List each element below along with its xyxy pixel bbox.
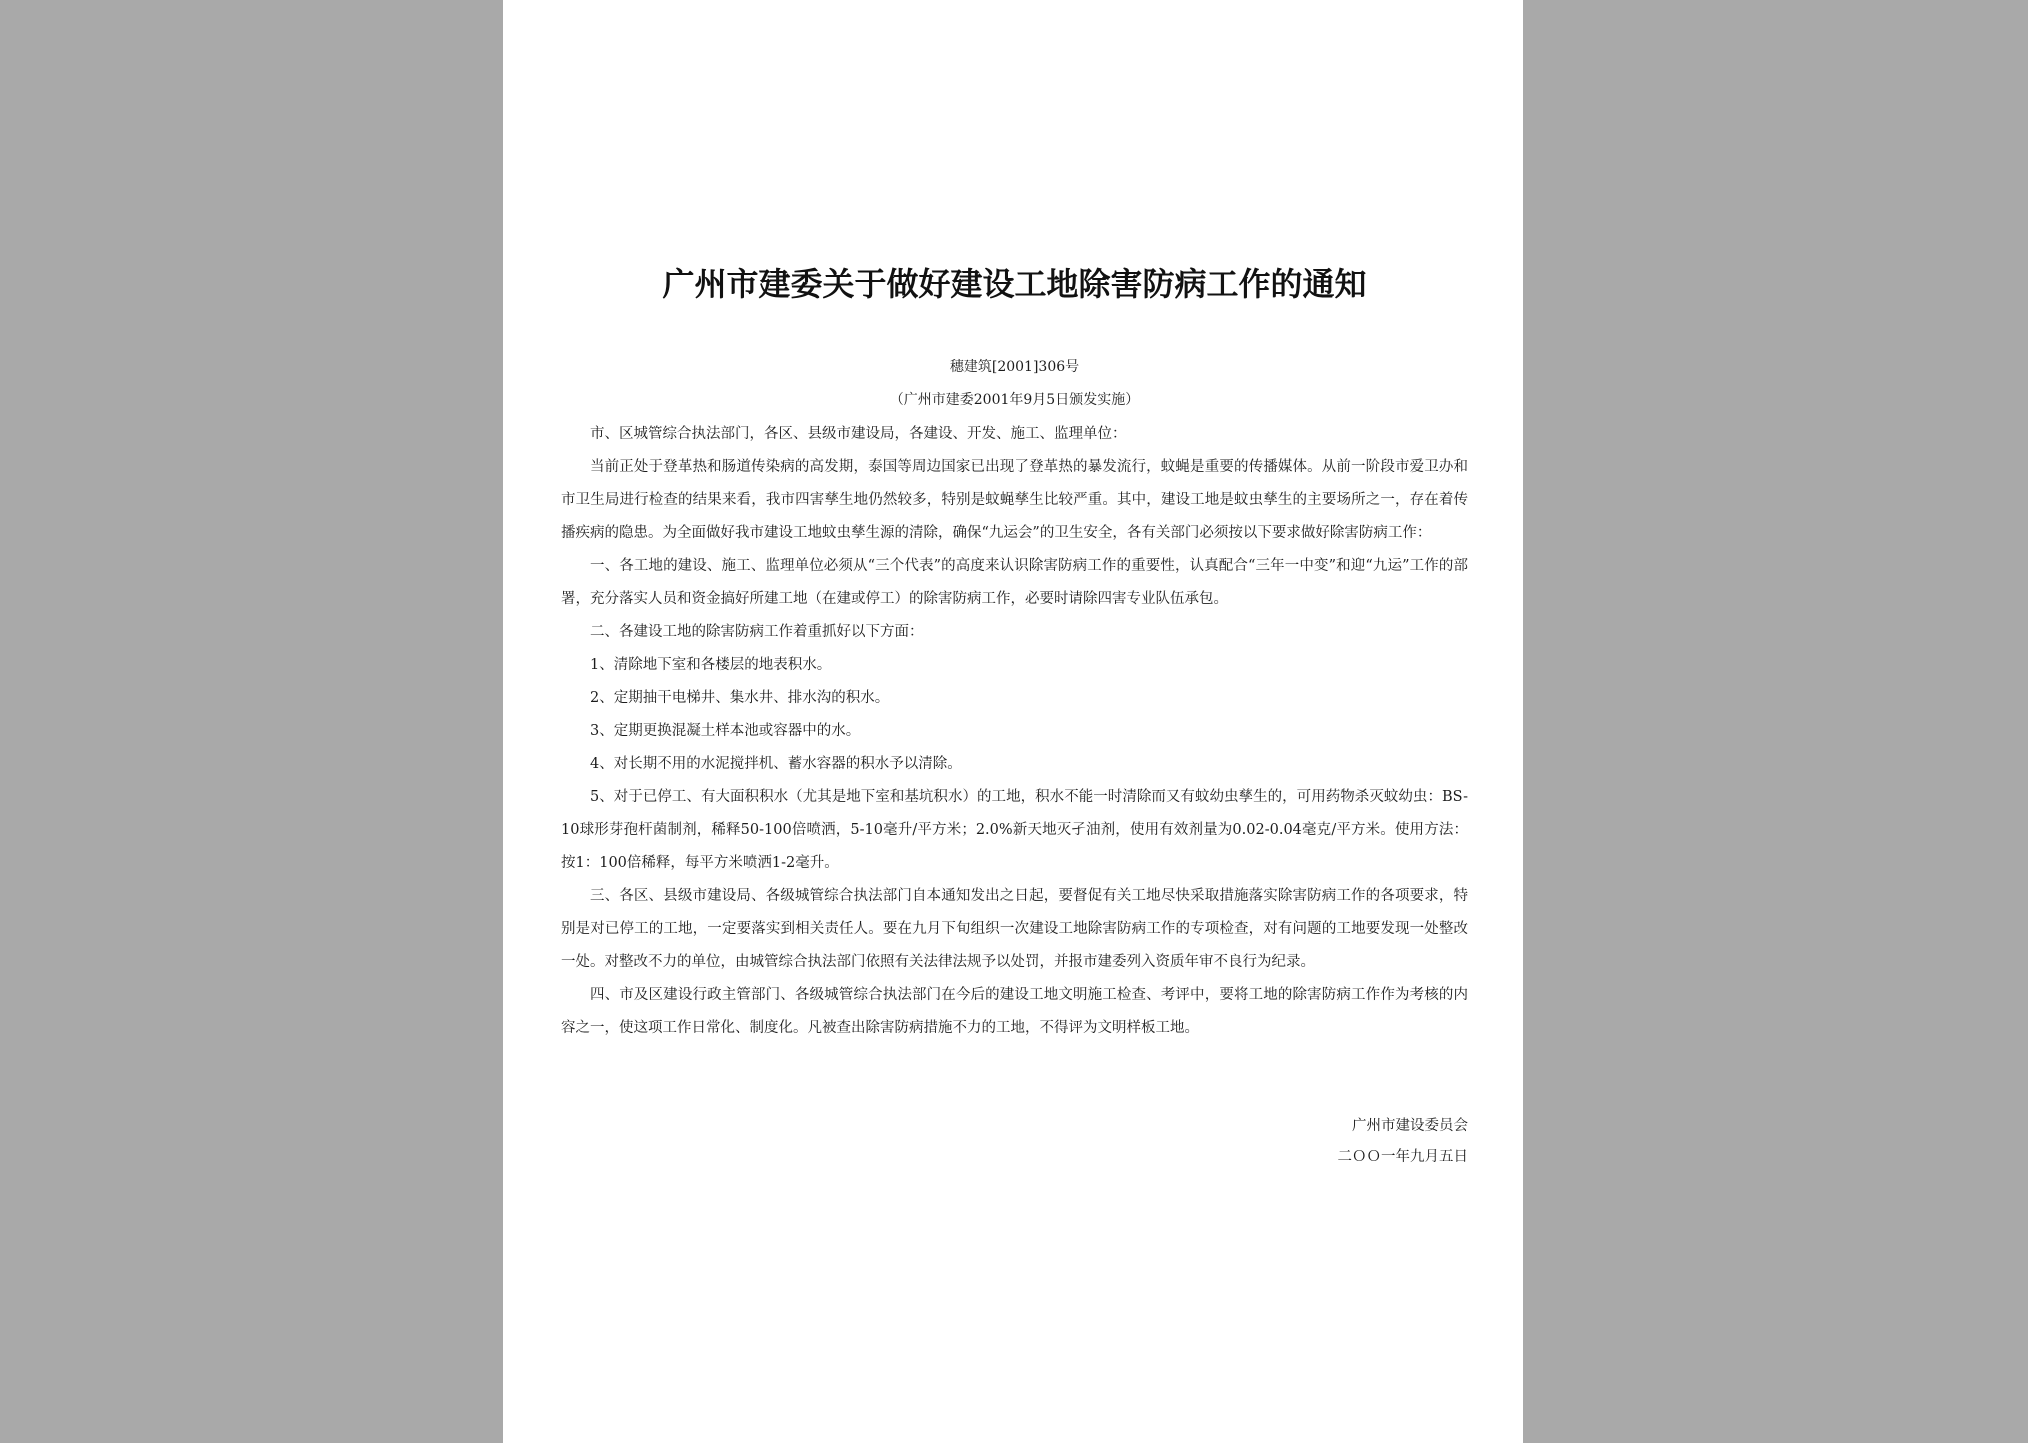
intro-paragraph: 当前正处于登革热和肠道传染病的高发期，泰国等周边国家已出现了登革热的暴发流行，蚊蝇是重要的传播媒体。从前一阶段市爱卫办和市卫生局进行检查的结果来看，我市四害孳生地仍然较多，特别是蚊蝇孳生比较严重。其中，建设工地是蚊虫孳生的主要场所之一，存在着传播疾病的隐患。为全面做好我市建设工地蚊虫孳生源的清除，确保“九运会”的卫生安全，各有关部门必须按以下要求做好除害防病工作： <box>561 459 1468 541</box>
signature-date: 二ＯＯ一年九月五日 <box>1337 1149 1468 1165</box>
requirement-2-paragraph: 二、各建设工地的除害防病工作着重抓好以下方面： <box>590 624 924 640</box>
document-title: 广州市建委关于做好建设工地除害防病工作的通知 <box>662 265 1367 303</box>
list-item: 4、对长期不用的水泥搅拌机、蓄水容器的积水予以清除。 <box>590 756 962 772</box>
list-item: 3、定期更换混凝土样本池或容器中的水。 <box>590 723 861 739</box>
list-item: 5、对于已停工、有大面积积水（尤其是地下室和基坑积水）的工地，积水不能一时清除而又有蚊幼虫孳生的，可用药物杀灭蚊幼虫：BS-10球形芽孢杆菌制剂，稀释50-100倍喷洒，5-10毫升/平方米；2.0%新天地灭孑油剂，使用有效剂量为0.02-0.04毫克/平方米。使用方法：按1：100倍稀释，每平方米喷洒1-2毫升。 <box>561 789 1468 871</box>
issue-note: （广州市建委2001年9月5日颁发实施） <box>889 392 1140 408</box>
signature-organization: 广州市建设委员会 <box>1352 1118 1468 1134</box>
document-body <box>561 418 1468 1045</box>
document-page <box>503 0 1523 1443</box>
requirement-3-paragraph: 三、各区、县级市建设局、各级城管综合执法部门自本通知发出之日起，要督促有关工地尽快采取措施落实除害防病工作的各项要求，特别是对已停工的工地，一定要落实到相关责任人。要在九月下旬组织一次建设工地除害防病工作的专项检查，对有问题的工地要发现一处整改一处。对整改不力的单位，由城管综合执法部门依照有关法律法规予以处罚，并报市建委列入资质年审不良行为纪录。 <box>561 888 1468 970</box>
list-item: 2、定期抽干电梯井、集水井、排水沟的积水。 <box>590 690 890 706</box>
addressee-paragraph: 市、区城管综合执法部门，各区、县级市建设局，各建设、开发、施工、监理单位： <box>590 426 1127 442</box>
document-number: 穗建筑[2001]306号 <box>949 359 1080 375</box>
requirement-1-paragraph: 一、各工地的建设、施工、监理单位必须从“三个代表”的高度来认识除害防病工作的重要性，认真配合“三年一中变”和迎“九运”工作的部署，充分落实人员和资金搞好所建工地（在建或停工）的除害防病工作，必要时请除四害专业队伍承包。 <box>561 558 1468 607</box>
requirement-4-paragraph: 四、市及区建设行政主管部门、各级城管综合执法部门在今后的建设工地文明施工检查、考评中，要将工地的除害防病工作作为考核的内容之一，使这项工作日常化、制度化。凡被查出除害防病措施不力的工地，不得评为文明样板工地。 <box>561 987 1468 1036</box>
list-item: 1、清除地下室和各楼层的地表积水。 <box>590 657 832 673</box>
